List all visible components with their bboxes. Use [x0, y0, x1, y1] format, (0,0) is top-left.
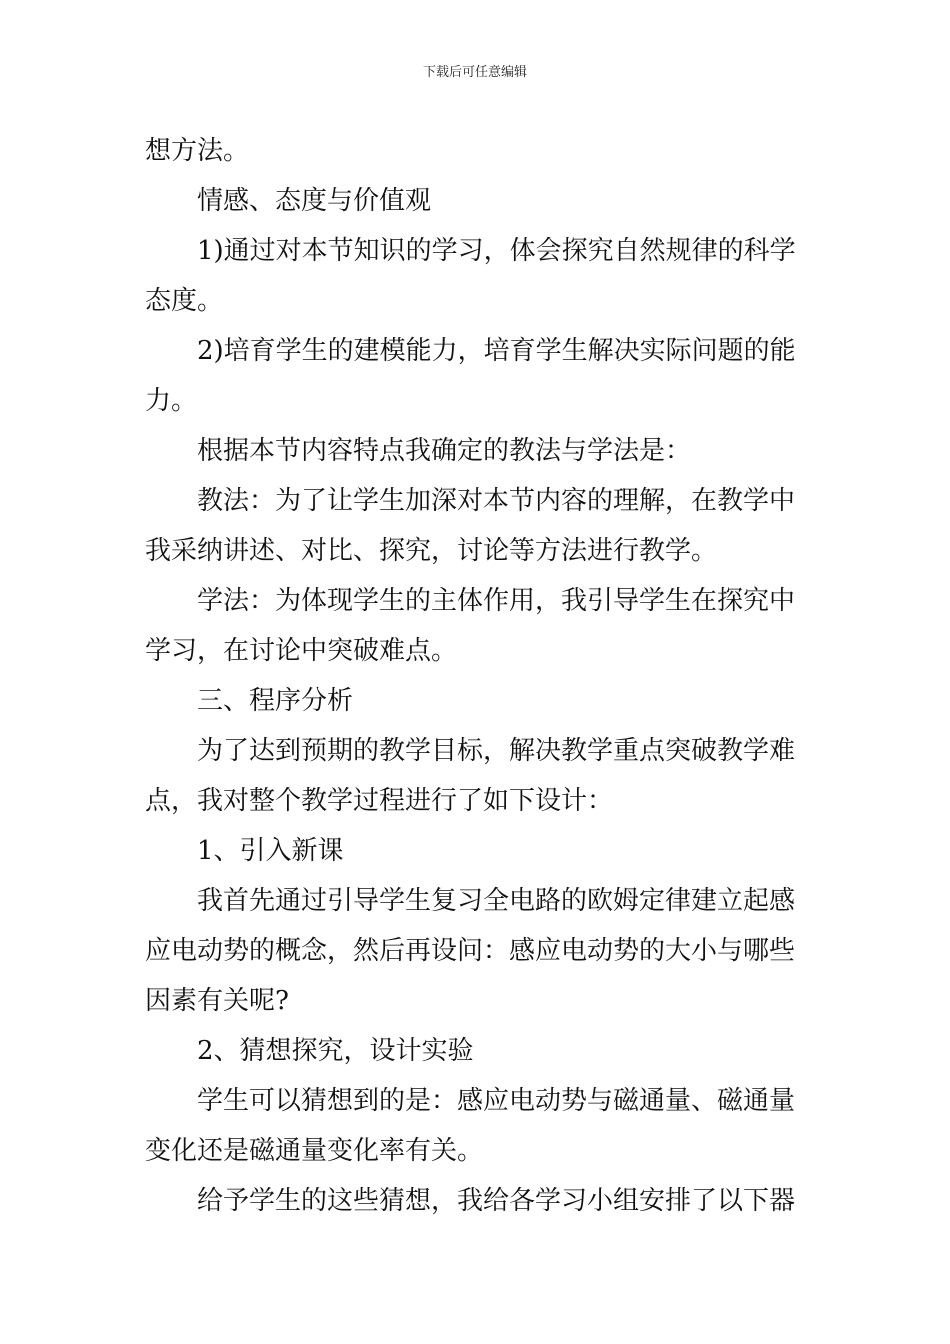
- text-line: 应电动势的概念，然后再设问：感应电动势的大小与哪些: [145, 936, 796, 966]
- paragraph-line: 教法：为了让学生加深对本节内容的理解，在教学中: [197, 486, 796, 516]
- paragraph-line: 根据本节内容特点我确定的教法与学法是：: [197, 436, 692, 466]
- page-header: 下载后可任意编辑: [422, 65, 527, 80]
- paragraph-line: 为了达到预期的教学目标，解决教学重点突破教学难: [197, 736, 796, 766]
- text-line: 想方法。: [145, 136, 250, 166]
- text-line: 力。: [145, 386, 198, 416]
- section-heading: 情感、态度与价值观: [197, 186, 432, 216]
- text-line: 学习，在讨论中突破难点。: [145, 636, 458, 666]
- paragraph-line: 给予学生的这些猜想，我给各学习小组安排了以下器: [197, 1186, 796, 1216]
- paragraph-line: 1)通过对本节知识的学习，体会探究自然规律的科学: [197, 236, 796, 266]
- section-heading: 三、程序分析: [197, 686, 354, 716]
- text-line: 因素有关呢?: [145, 986, 289, 1016]
- text-line: 点，我对整个教学过程进行了如下设计：: [145, 786, 614, 816]
- section-heading: 2、猜想探究，设计实验: [197, 1036, 474, 1066]
- paragraph-line: 学法：为体现学生的主体作用，我引导学生在探究中: [197, 586, 796, 616]
- text-line: 我采纳讲述、对比、探究，讨论等方法进行教学。: [145, 536, 718, 566]
- paragraph-line: 2)培育学生的建模能力，培育学生解决实际问题的能: [197, 336, 796, 366]
- paragraph-line: 学生可以猜想到的是：感应电动势与磁通量、磁通量: [197, 1086, 796, 1116]
- text-line: 变化还是磁通量变化率有关。: [145, 1136, 484, 1166]
- section-heading: 1、引入新课: [197, 836, 344, 866]
- text-line: 态度。: [145, 286, 224, 316]
- document-body: [145, 126, 810, 1226]
- paragraph-line: 我首先通过引导学生复习全电路的欧姆定律建立起感: [197, 886, 796, 916]
